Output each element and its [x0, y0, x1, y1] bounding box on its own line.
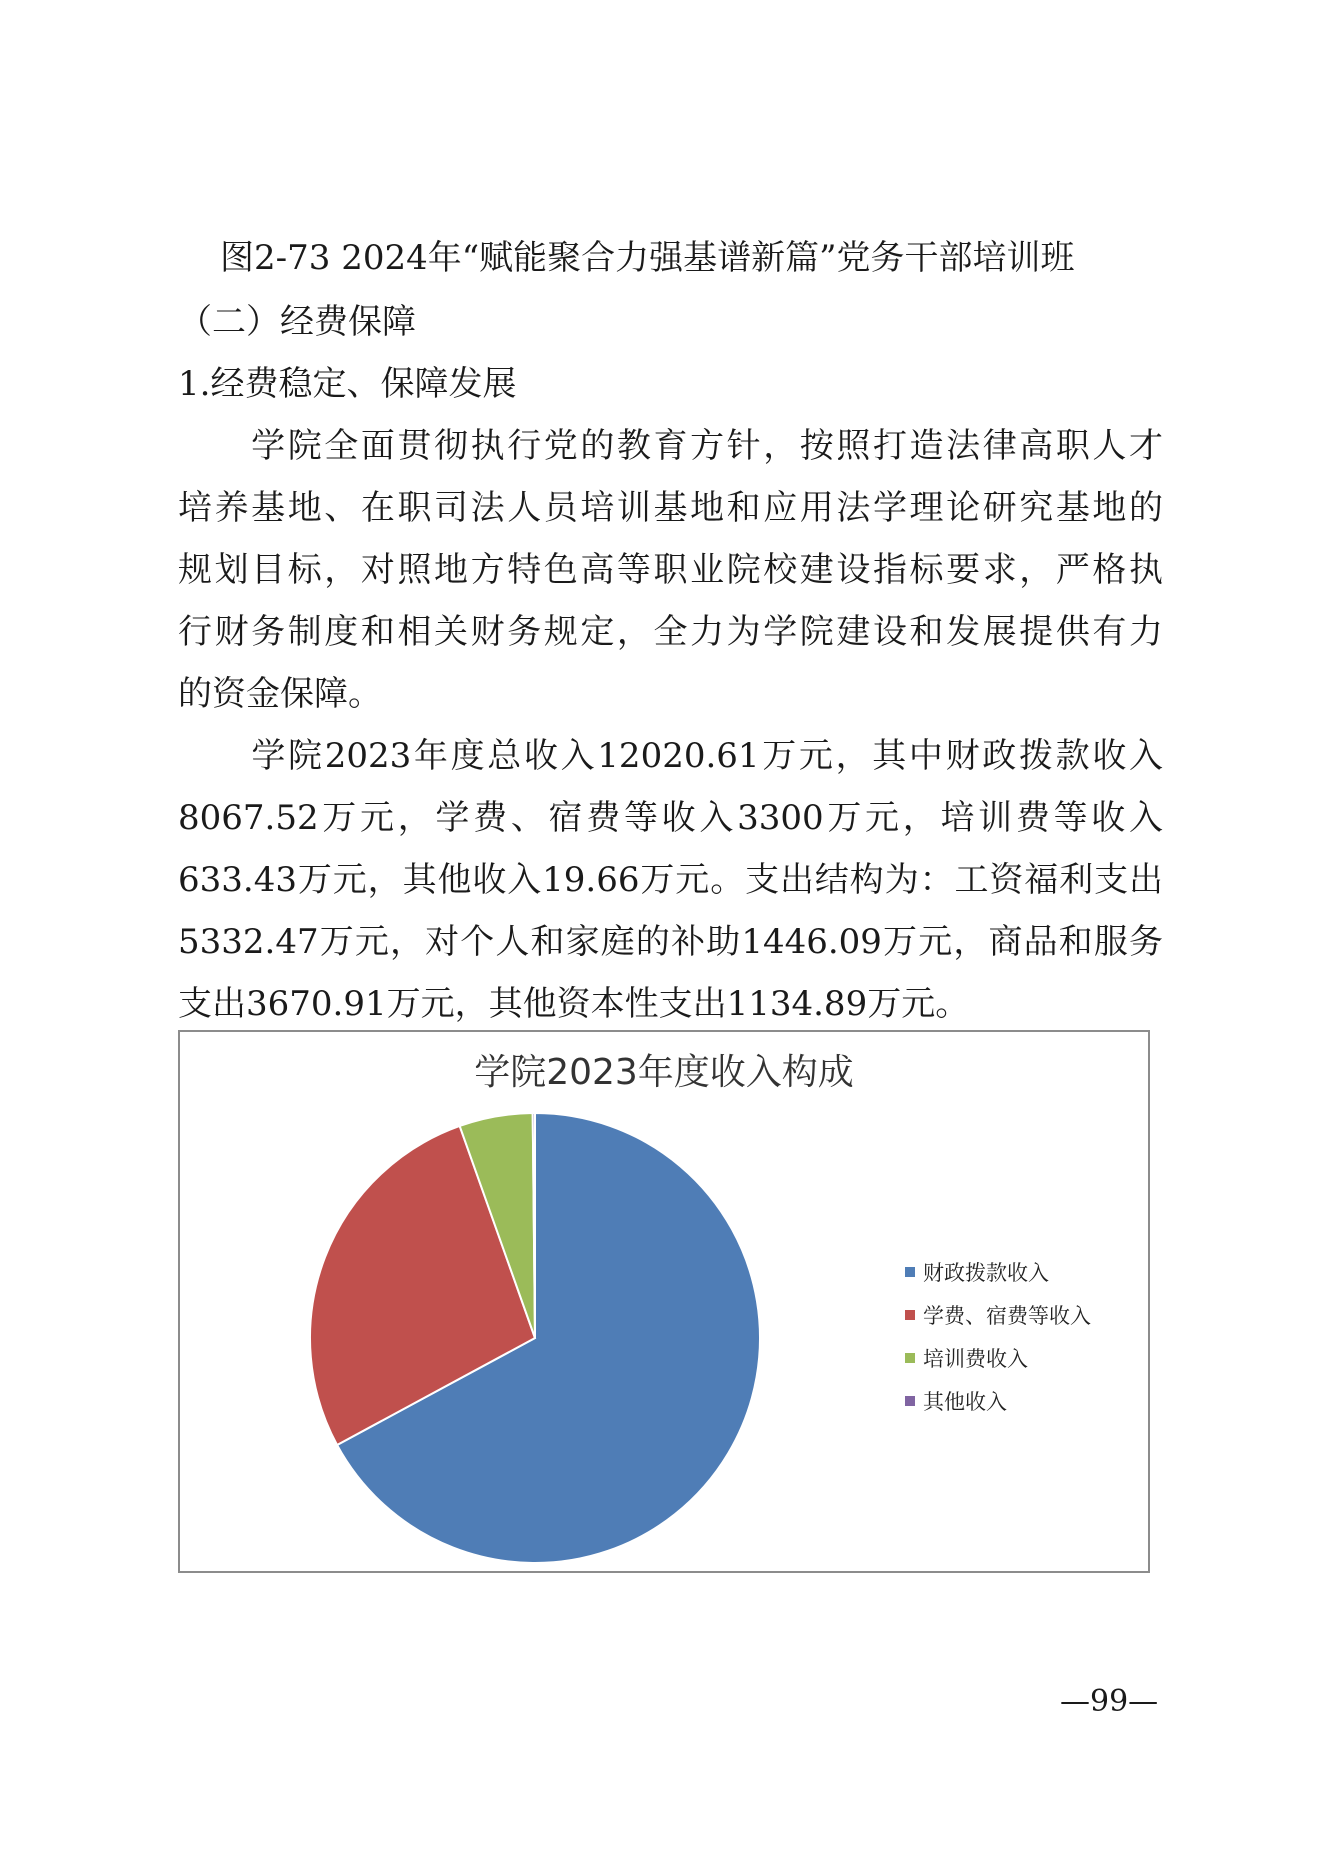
- chart-legend: [905, 1250, 1091, 1422]
- section-heading: （二）经费保障: [178, 302, 416, 342]
- legend-label: 其他收入: [923, 1389, 1007, 1414]
- legend-label: 培训费收入: [923, 1346, 1028, 1371]
- legend-swatch: [905, 1310, 915, 1320]
- figure-caption: 图2-73 2024年“赋能聚合力强基谱新篇”党务干部培训班: [220, 238, 1075, 278]
- paragraph-line: 支出3670.91万元，其他资本性支出1134.89万元。: [178, 984, 970, 1024]
- income-pie-chart: [178, 1030, 1150, 1573]
- legend-item: [905, 1250, 1091, 1293]
- paragraph-line: 学院全面贯彻执行党的教育方针，按照打造法律高职人才: [178, 426, 1163, 466]
- legend-swatch: [905, 1267, 915, 1277]
- legend-item: [905, 1293, 1091, 1336]
- paragraph-line: 学院2023年度总收入12020.61万元，其中财政拨款收入: [178, 736, 1163, 776]
- legend-swatch: [905, 1396, 915, 1406]
- paragraph-line: 的资金保障。: [178, 674, 382, 714]
- paragraph-line: 行财务制度和相关财务规定，全力为学院建设和发展提供有力: [178, 612, 1163, 652]
- legend-item: [905, 1336, 1091, 1379]
- subheading: 1.经费稳定、保障发展: [178, 364, 517, 404]
- paragraph-line: 8067.52万元，学费、宿费等收入3300万元，培训费等收入: [178, 798, 1163, 838]
- paragraph-line: 5332.47万元，对个人和家庭的补助1446.09万元，商品和服务: [178, 922, 1163, 962]
- legend-swatch: [905, 1353, 915, 1363]
- legend-label: 财政拨款收入: [923, 1260, 1049, 1285]
- legend-item: [905, 1379, 1091, 1422]
- paragraph-line: 633.43万元，其他收入19.66万元。支出结构为：工资福利支出: [178, 860, 1163, 900]
- page-number: —99—: [1060, 1684, 1159, 1719]
- paragraph-line: 培养基地、在职司法人员培训基地和应用法学理论研究基地的: [178, 488, 1163, 528]
- chart-title: 学院2023年度收入构成: [474, 1052, 854, 1093]
- paragraph-line: 规划目标，对照地方特色高等职业院校建设指标要求，严格执: [178, 550, 1163, 590]
- legend-label: 学费、宿费等收入: [923, 1303, 1091, 1328]
